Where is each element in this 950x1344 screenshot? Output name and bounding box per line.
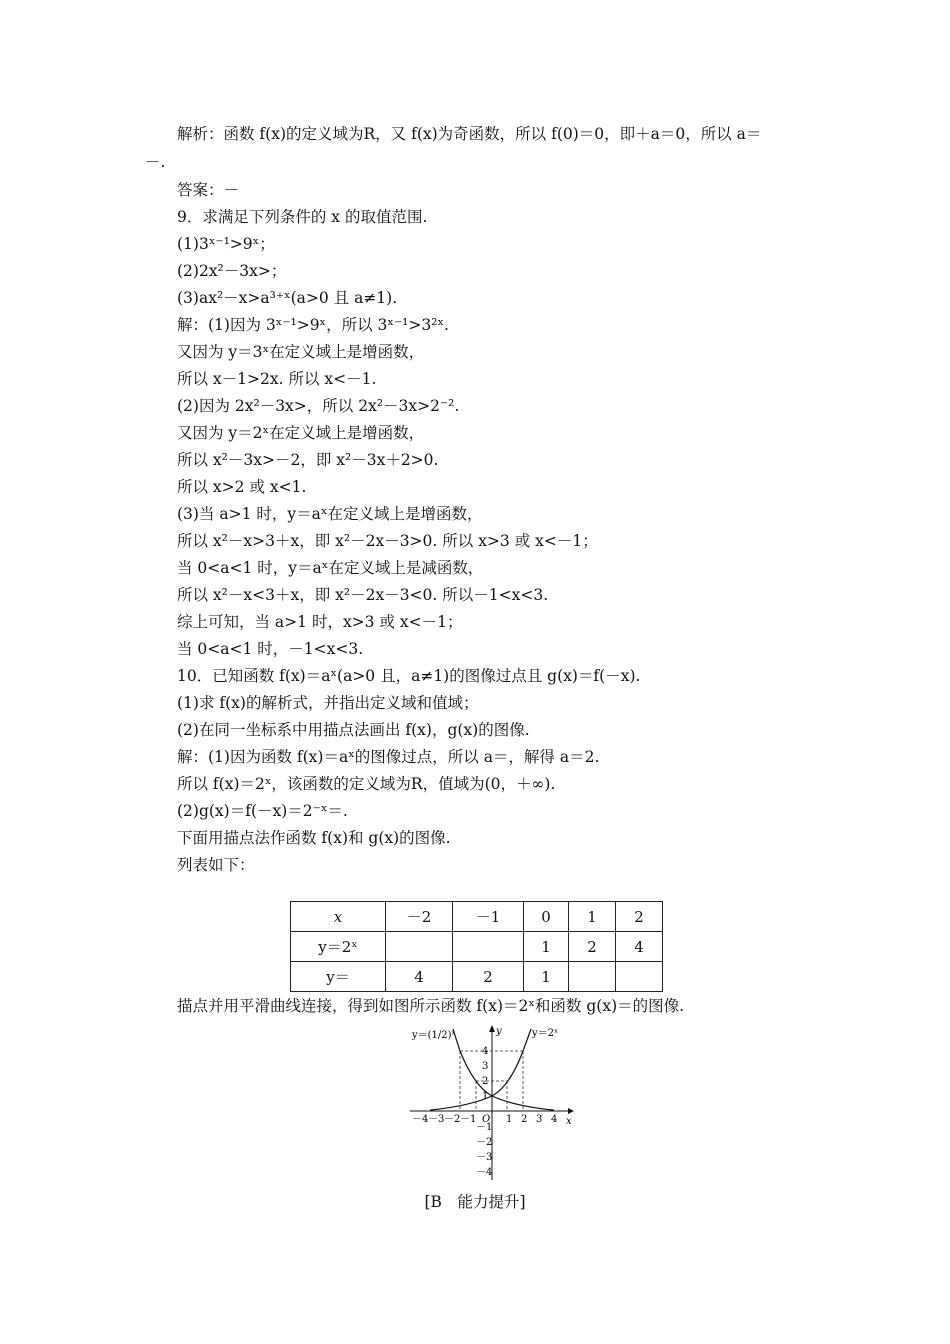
table-row — [291, 902, 663, 932]
text-line: (1)求 f(x)的解析式，并指出定义域和值域； — [177, 694, 479, 712]
text-line: 当 0<a<1 时，－1<x<3. — [177, 640, 364, 658]
curve-g-label: y＝(1/2)ˣ — [412, 1030, 456, 1041]
curve-g — [453, 1029, 554, 1110]
table-cell: －2 — [386, 902, 453, 932]
text-line: 答案：－ — [177, 181, 240, 199]
table-cell — [453, 932, 524, 962]
text-line: (3)ax²－x>a³⁺ˣ(a>0 且 a≠1). — [177, 289, 398, 307]
y-tick-label: 2 — [482, 1076, 489, 1087]
text-line: 所以 f(x)＝2ˣ，该函数的定义域为R，值域为(0，＋∞). — [177, 775, 556, 793]
exponential-graph — [410, 1024, 580, 1184]
table-cell: x — [291, 902, 386, 932]
text-line: 下面用描点法作函数 f(x)和 g(x)的图像. — [177, 829, 451, 847]
y-tick-label: 3 — [482, 1061, 489, 1072]
table-cell: 0 — [524, 902, 569, 932]
y-axis-label: y — [496, 1026, 502, 1037]
text-line: 解析：函数 f(x)的定义域为R，又 f(x)为奇函数，所以 f(0)＝0，即＋a＝0，所以 a＝ — [177, 125, 762, 143]
y-tick-label: －4 — [476, 1167, 493, 1178]
table-cell — [616, 962, 663, 992]
x-tick-label: 2 — [521, 1114, 528, 1125]
text-line: 综上可知，当 a>1 时，x>3 或 x<－1； — [177, 613, 463, 631]
table-cell: 1 — [524, 932, 569, 962]
table-cell: 2 — [569, 932, 616, 962]
x-tick-label: 3 — [536, 1114, 543, 1125]
question-10-title: 10．已知函数 f(x)＝aˣ(a>0 且，a≠1)的图像过点且 g(x)＝f(－x). — [177, 667, 641, 685]
x-tick-label: －3 — [428, 1114, 445, 1125]
text-line: 描点并用平滑曲线连接，得到如图所示函数 f(x)＝2ˣ和函数 g(x)＝的图像. — [177, 997, 685, 1015]
question-9-title: 9．求满足下列条件的 x 的取值范围. — [177, 208, 428, 226]
y-tick-label: －1 — [476, 1122, 493, 1133]
text-line: (2)因为 2x²－3x>，所以 2x²－3x>2⁻². — [177, 397, 460, 415]
text-line: (3)当 a>1 时，y＝aˣ在定义域上是增函数， — [177, 505, 483, 523]
text-line: 所以 x－1>2x. 所以 x<－1. — [177, 370, 377, 388]
x-tick-label: 4 — [551, 1114, 558, 1125]
text-line: 解：(1)因为 3ˣ⁻¹>9ˣ，所以 3ˣ⁻¹>3²ˣ. — [177, 316, 449, 334]
text-line: 所以 x²－3x>－2，即 x²－3x＋2>0. — [177, 451, 439, 469]
table-cell: 1 — [524, 962, 569, 992]
table-cell: y＝ — [291, 962, 386, 992]
text-line: (2)g(x)＝f(－x)＝2⁻ˣ＝. — [177, 802, 348, 820]
curve-f-label: y＝2ˣ — [532, 1028, 559, 1039]
table-cell: 4 — [386, 962, 453, 992]
table-cell: 2 — [616, 902, 663, 932]
text-line: (2)2x²－3x>； — [177, 262, 287, 280]
text-line: 列表如下： — [177, 856, 255, 874]
table-cell: 1 — [569, 902, 616, 932]
x-tick-label: －2 — [444, 1114, 461, 1125]
x-tick-label: －4 — [412, 1114, 429, 1125]
origin-label: O — [482, 1114, 491, 1125]
text-line: －. — [145, 153, 166, 171]
table-cell: 2 — [453, 962, 524, 992]
text-line: (2)在同一坐标系中用描点法画出 f(x)，g(x)的图像. — [177, 721, 530, 739]
y-tick-label: 1 — [482, 1091, 489, 1102]
table-row — [291, 932, 663, 962]
curve-f — [430, 1029, 531, 1110]
table-cell — [386, 932, 453, 962]
text-line: (1)3ˣ⁻¹>9ˣ； — [177, 235, 275, 253]
x-axis-arrow — [568, 1108, 574, 1114]
y-tick-label: 4 — [482, 1046, 489, 1057]
x-axis-label: x — [566, 1116, 572, 1127]
y-tick-label: －2 — [476, 1137, 493, 1148]
table-cell — [569, 962, 616, 992]
x-tick-label: 1 — [506, 1114, 513, 1125]
table-row — [291, 962, 663, 992]
y-tick-label: －3 — [476, 1152, 493, 1163]
text-line: 所以 x>2 或 x<1. — [177, 478, 307, 496]
text-line: 当 0<a<1 时，y＝aˣ在定义域上是减函数， — [177, 559, 484, 577]
table-cell: 4 — [616, 932, 663, 962]
table-cell: y＝2ˣ — [291, 932, 386, 962]
text-line: 又因为 y＝2ˣ在定义域上是增函数， — [177, 424, 425, 442]
text-line: 所以 x²－x>3＋x，即 x²－2x－3>0. 所以 x>3 或 x<－1； — [177, 532, 598, 550]
section-caption: [B 能力提升] — [424, 1193, 526, 1211]
x-tick-label: －1 — [460, 1114, 477, 1125]
text-line: 解：(1)因为函数 f(x)＝aˣ的图像过点，所以 a＝，解得 a＝2. — [177, 748, 600, 766]
text-line: 又因为 y＝3ˣ在定义域上是增函数， — [177, 343, 425, 361]
text-line: 所以 x²－x<3＋x，即 x²－2x－3<0. 所以－1<x<3. — [177, 586, 549, 604]
value-table — [290, 901, 663, 992]
y-axis-arrow — [489, 1025, 495, 1032]
table-cell: －1 — [453, 902, 524, 932]
